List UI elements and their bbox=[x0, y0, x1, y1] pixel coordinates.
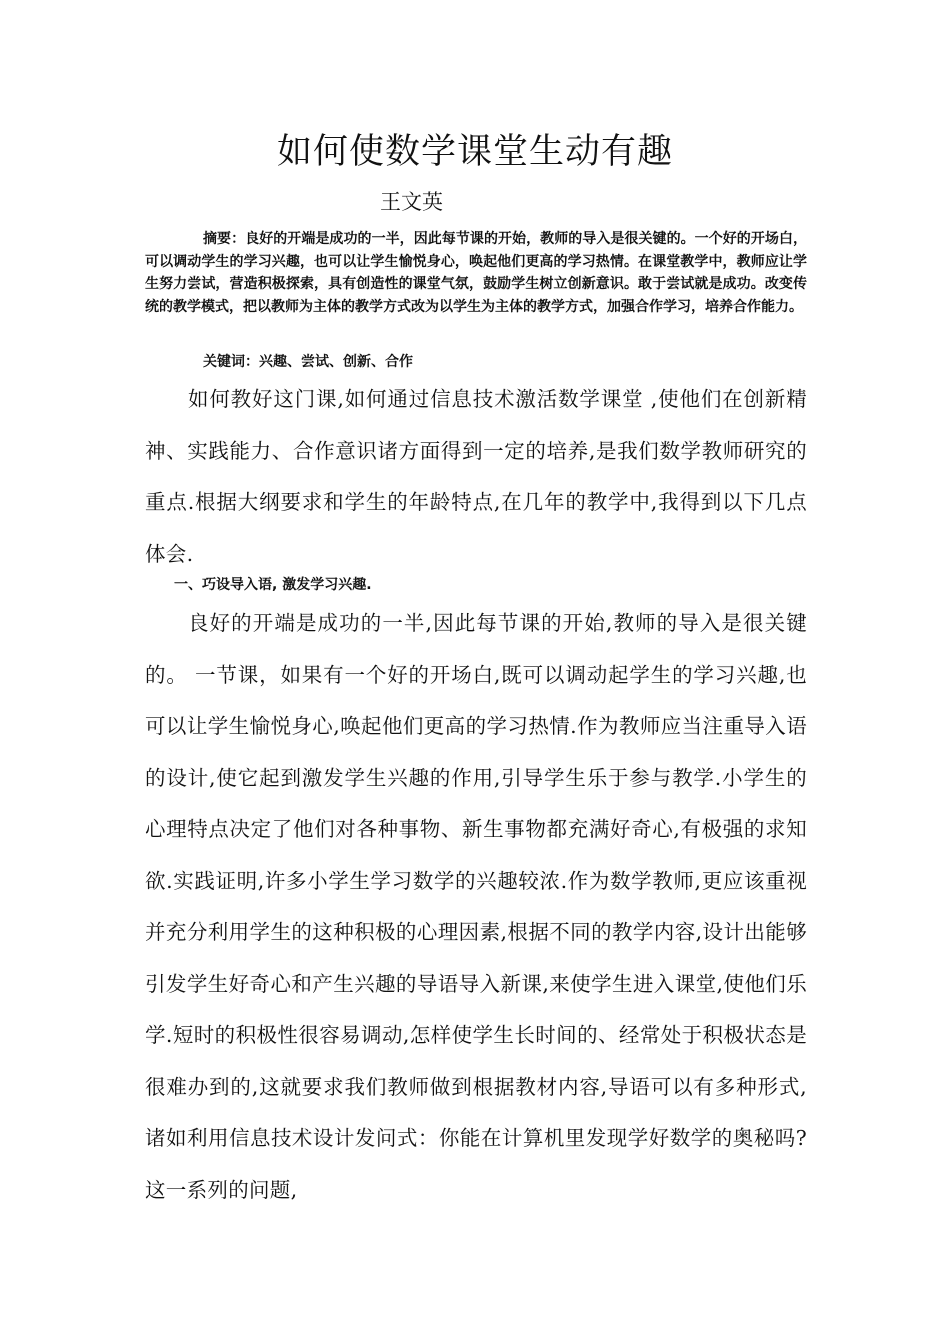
keywords-line: 关键词：兴趣、尝试、创新、合作 bbox=[203, 354, 413, 370]
page-title: 如何使数学课堂生动有趣 bbox=[276, 132, 673, 172]
abstract-paragraph: 摘要：良好的开端是成功的一半，因此每节课的开始，教师的导入是很关键的。一个好的开场白，可以调动学生的学习兴趣，也可以让学生愉悦身心，唤起他们更高的学习热情。在课堂教学中，教师应让学生努力尝试，营造积极探索，具有创造性的课堂气氛，鼓励学生树立创新意识。敢于尝试就是成功。改变传统的教学模式，把以教师为主体的教学方式改为以学生为主体的教学方式，加强合作学习，培养合作能力。 bbox=[145, 231, 807, 315]
section-1-paragraph: 良好的开端是成功的一半,因此每节课的开始,教师的导入是很关键的。 一节课，如果有一个好的开场白,既可以调动起学生的学习兴趣,也可以让学生愉悦身心,唤起他们更高的学习热情.作为教师应当注重导入语的设计,使它起到激发学生兴趣的作用,引导学生乐于参与教学.小学生的心理特点决定了他们对各种事物、新生事物都充满好奇心,有极强的求知欲.实践证明,许多小学生学习数学的兴趣较浓.作为数学教师,更应该重视并充分利用学生的这种积极的心理因素,根据不同的教学内容,设计出能够引发学生好奇心和产生兴趣的导语导入新课,来使学生进入课堂,使他们乐学.短时的积极性很容易调动,怎样使学生长时间的、经常处于积极状态是很难办到的,这就要求我们教师做到根据教材内容,导语可以有多种形式,诸如利用信息技术设计发问式：你能在计算机里发现学好数学的奥秘吗?这一系列的问题, bbox=[145, 611, 807, 1202]
section-heading-1: 一、巧设导入语, 激发学习兴趣. bbox=[174, 577, 372, 593]
intro-paragraph: 如何教好这门课,如何通过信息技术激活数学课堂 ,使他们在创新精神、实践能力、合作意识诸方面得到一定的培养,是我们数学教师研究的重点.根据大纲要求和学生的年龄特点,在几年的教学中,我得到以下几点体会. bbox=[145, 387, 807, 566]
author-name: 王文英 bbox=[380, 190, 443, 214]
